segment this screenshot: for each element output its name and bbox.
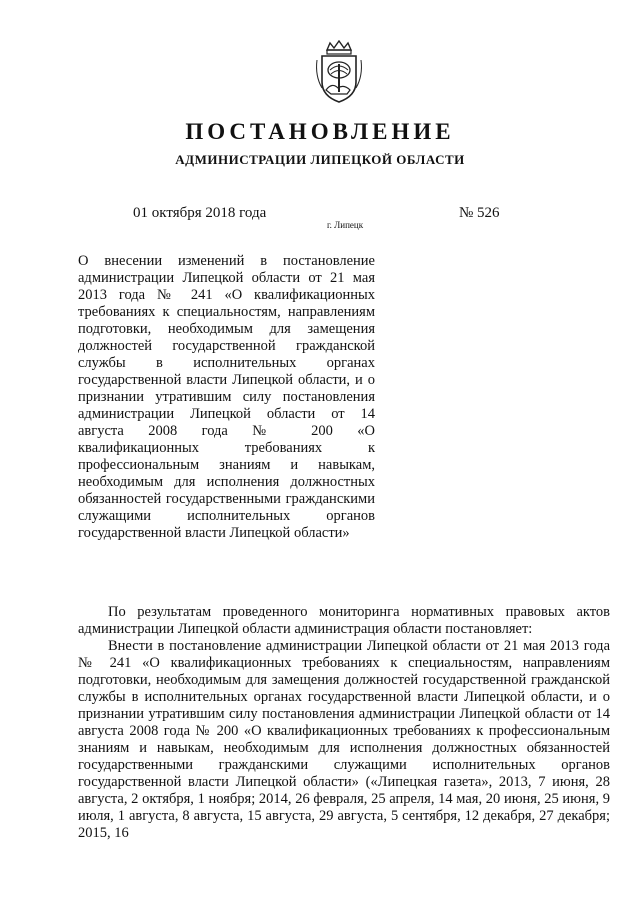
document-issuer: АДМИНИСТРАЦИИ ЛИПЕЦКОЙ ОБЛАСТИ [175,152,465,167]
body-paragraph: Внести в постановление администрации Липецкой области от 21 мая 2013 года № 241 «О квалификационных требованиях к специальностям, направлениям подготовки, необходимым для замещения должностей государственной гражданской службы в исполнительных органах государственной власти Липецкой области, и о признании утратившим силу постановления администрации Липецкой области от 14 августа 2008 года № 200 «О квалификационных требованиях к профессиональным знаниям и навыкам, необходимым для исполнения должностных обязанностей государственными гражданскими служащими исполнительных органов государственной власти Липецкой области» («Липецкая газета», 2013, 7 июня, 28 августа, 2 октября, 1 ноября; 2014, 26 февраля, 25 апреля, 14 мая, 20 июня, 25 июня, 9 июля, 1 августа, 8 августа, 15 августа, 29 августа, 5 сентября, 12 декабря, 27 декабря; 2015, 16 [78,638,610,841]
document-body [78,604,610,842]
document-number: № 526 [459,205,500,221]
document-title: ПОСТАНОВЛЕНИЕ [185,119,455,144]
document-city: г. Липецк [327,220,364,230]
document-date: 01 октября 2018 года [133,205,267,221]
coat-of-arms-icon [314,40,364,106]
body-paragraph: По результатам проведенного мониторинга нормативных правовых актов администрации Липецкой области администрация области постановляет: [78,604,610,637]
document-heading: О внесении изменений в постановление администрации Липецкой области от 21 мая 2013 года № 241 «О квалификационных требованиях к специальностям, направлениям подготовки, необходимым для замещения должностей государственной гражданской службы в исполнительных органах государственной власти Липецкой области, и о признании утратившим силу постановления администрации Липецкой области от 14 августа 2008 года № 200 «О квалификационных требованиях к профессиональным знаниям и навыкам, необходимым для исполнения должностных обязанностей государственными гражданскими служащими исполнительных органов государственной власти Липецкой области» [78,253,375,541]
